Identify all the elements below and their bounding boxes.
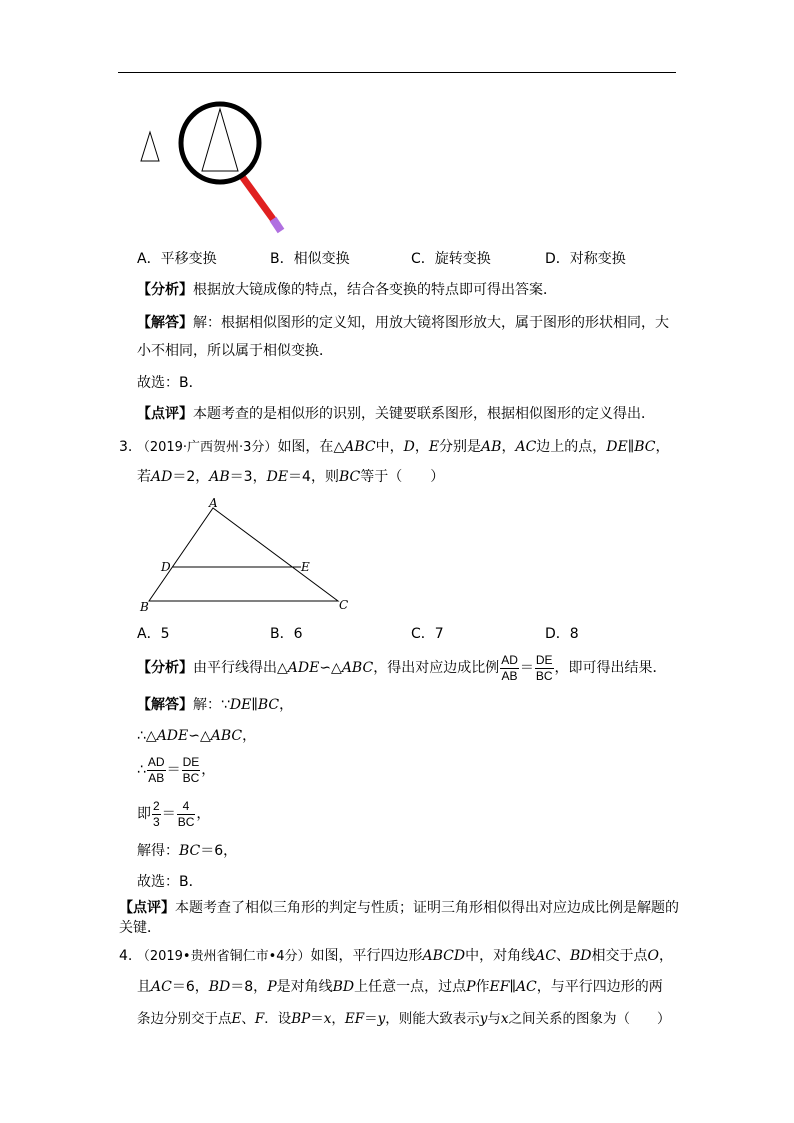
- triangle-abc: [149, 508, 338, 601]
- q2-answer: 故选：B．: [137, 375, 203, 391]
- q2-analysis: 【分析】根据放大镜成像的特点，结合各变换的特点即可得出答案．: [137, 282, 557, 298]
- fraction-ad-ab: $\frac{AD}{AB}$: [501, 652, 518, 683]
- label-d: D: [161, 560, 171, 574]
- q2-option-a: A．平移变换: [137, 251, 217, 267]
- q3-answer: 故选：B．: [137, 874, 203, 890]
- fraction-2-3: $\frac{2}{3}$: [153, 798, 160, 829]
- q3-comment-line1: 【点评】本题考查了相似三角形的判定与性质；证明三角形相似得出对应边成比例是解题的: [119, 900, 679, 916]
- q2-option-c: C．旋转变换: [411, 251, 491, 267]
- q3-solution-line3: ∴ $\frac{AD}{AB}$ ＝ $\frac{DE}{BC}$ ，: [137, 754, 216, 785]
- q3-option-a: A．5: [137, 626, 170, 642]
- magnifier-figure: [130, 95, 300, 240]
- q3-option-d: D．8: [545, 626, 579, 642]
- fraction-ad-ab-2: $\frac{AD}{AB}$: [147, 754, 165, 785]
- triangle-figure: [135, 495, 355, 615]
- q3-option-c: C．7: [411, 626, 444, 642]
- q3-analysis: 【分析】由平行线得出△ADE∽△ABC，得出对应边成比例 $\frac{AD}{AB}$ ＝ $\frac{DE}{BC}$ ，即可得出结果．: [137, 652, 667, 683]
- q3-option-b: B．6: [270, 626, 303, 642]
- small-triangle: [141, 132, 159, 161]
- q2-option-b: B．相似变换: [270, 251, 350, 267]
- q4-stem-line3: 条边分别交于点E、F．设BP＝x，EF＝y，则能大致表示y与x之间关系的图象为（ ）: [137, 1011, 671, 1027]
- q2-solution-line1: 【解答】解：根据相似图形的定义知，用放大镜将图形放大，属于图形的形状相同，大: [137, 315, 669, 331]
- q4-stem-line2: 且AC＝6，BD＝8，P是对角线BD上任意一点，过点P作EF∥AC，与平行四边形的两: [137, 979, 663, 995]
- fraction-4-bc: $\frac{4}{BC}$: [177, 798, 195, 829]
- label-c: C: [339, 598, 349, 612]
- q4-stem-line1: 4. （2019•贵州省铜仁市•4分）如图，平行四边形ABCD中，对角线AC、BD相交于点O，: [119, 948, 673, 964]
- magnifier-handle-end: [273, 219, 281, 231]
- q3-stem-line1: 3. （2019·广西贺州·3分）如图，在△ABC中，D，E分别是AB，AC边上的点，DE∥BC，: [119, 439, 670, 455]
- magnifier-handle: [241, 175, 278, 226]
- q2-comment: 【点评】本题考查的是相似形的识别，关键要联系图形，根据相似图形的定义得出．: [137, 406, 655, 422]
- magnifier-lens: [181, 104, 259, 182]
- label-a: A: [209, 496, 218, 510]
- fraction-de-bc-2: $\frac{DE}{BC}$: [182, 754, 200, 785]
- label-b: B: [140, 600, 149, 614]
- label-e: E: [301, 560, 310, 574]
- q3-comment-line2: 关键．: [119, 920, 161, 936]
- q2-option-d: D．对称变换: [545, 251, 626, 267]
- q3-solution-line4: 即 $\frac{2}{3}$ ＝ $\frac{4}{BC}$ ，: [137, 798, 211, 829]
- q3-stem-line2: 若AD＝2，AB＝3，DE＝4，则BC等于（ ）: [137, 469, 445, 485]
- header-rule: [118, 72, 676, 73]
- q3-solution-line1: 【解答】解：∵DE∥BC，: [137, 697, 294, 713]
- fraction-de-bc: $\frac{DE}{BC}$: [535, 652, 553, 683]
- q2-solution-line2: 小不相同，所以属于相似变换．: [137, 343, 333, 359]
- q3-solution-line2: ∴△ADE∽△ABC，: [137, 728, 257, 744]
- q3-solution-line5: 解得：BC＝6，: [137, 843, 238, 859]
